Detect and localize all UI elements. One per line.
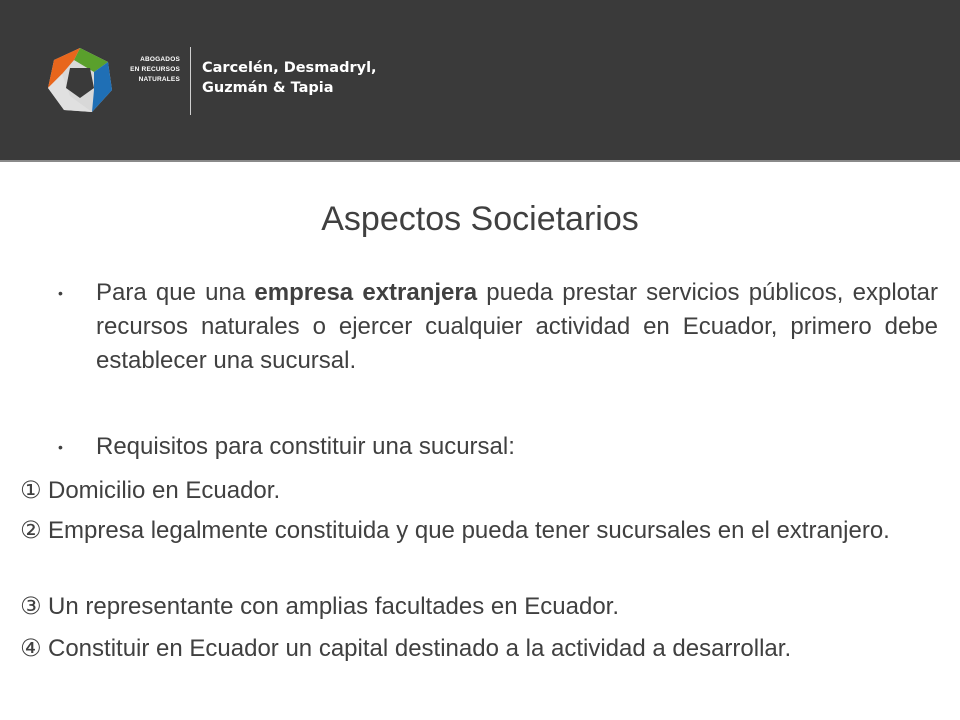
firm-tag-line: EN RECURSOS bbox=[130, 66, 180, 73]
bullet-item bbox=[58, 276, 939, 378]
firm-name-line: Carcelén, Desmadryl, bbox=[202, 60, 377, 76]
requirement-text: Constituir en Ecuador un capital destinado a la actividad a desarrollar. bbox=[48, 635, 792, 662]
bullet-item bbox=[58, 430, 938, 464]
requirement-number: ③ bbox=[20, 593, 42, 620]
bullet-bold-text: empresa extranjera bbox=[254, 279, 478, 306]
bullet-dot-icon: • bbox=[58, 439, 63, 455]
bullet-text: pueda prestar servicios públicos, explotar recursos naturales o ejercer cualquier actividad en Ecuador, primero debe establecer una sucursal. bbox=[96, 279, 939, 374]
bullet-text: Para que una bbox=[96, 279, 255, 306]
requirement-number: ④ bbox=[20, 635, 42, 662]
requirement-item bbox=[20, 514, 938, 548]
slide-title: Aspectos Societarios bbox=[321, 200, 639, 238]
requirement-item bbox=[20, 632, 938, 666]
firm-tag-line: NATURALES bbox=[138, 76, 180, 83]
logo-divider bbox=[190, 47, 191, 115]
requirement-item bbox=[20, 474, 938, 508]
requirement-text: Empresa legalmente constituida y que pueda tener sucursales en el extranjero. bbox=[48, 517, 890, 544]
firm-logo-icon bbox=[44, 44, 116, 116]
bullet-dot-icon: • bbox=[58, 285, 63, 301]
firm-name-line: Guzmán & Tapia bbox=[202, 80, 334, 96]
requirement-text: Un representante con amplias facultades en Ecuador. bbox=[48, 593, 620, 620]
firm-tagline bbox=[124, 55, 180, 85]
header-banner bbox=[0, 0, 960, 162]
requirement-number: ① bbox=[20, 477, 42, 504]
firm-name bbox=[202, 58, 377, 98]
firm-tag-line: ABOGADOS bbox=[140, 56, 180, 63]
bullet-text: Requisitos para constituir una sucursal: bbox=[96, 433, 515, 460]
requirement-item bbox=[20, 590, 938, 624]
requirement-number: ② bbox=[20, 517, 42, 544]
requirement-text: Domicilio en Ecuador. bbox=[48, 477, 281, 504]
